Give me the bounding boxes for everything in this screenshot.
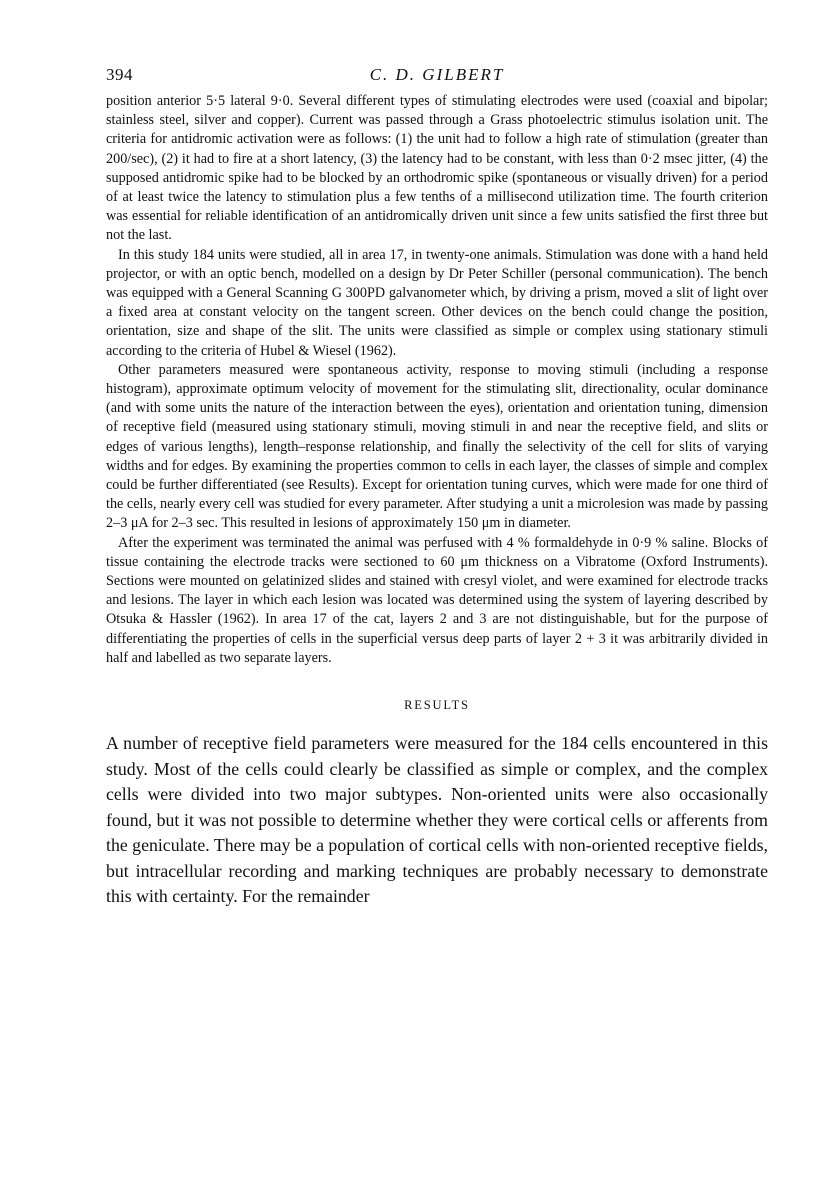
methods-paragraph: In this study 184 units were studied, all in area 17, in twenty-one animals. Stimulation was done with a hand held projector, or with an optic bench, modelled on a design by Dr Peter Schiller (personal communication). The bench was equipped with a General Scanning G 300PD galvanometer which, by driving a prism, moved a slit of light over a fixed area at constant velocity on the tangent screen. Other devices on the bench could change the position, orientation, size and shape of the slit. The units were classified as simple or complex using stationary stimuli according to the criteria of Hubel & Wiesel (1962). bbox=[106, 246, 768, 359]
methods-paragraph: After the experiment was terminated the animal was perfused with 4 % formaldehyde in 0·9 % saline. Blocks of tissue containing the electrode tracks were sectioned to 60 μm thickness on a Vibratome (Oxford Instruments). Sections were mounted on gelatinized slides and stained with cresyl violet, and were examined for electrode tracks and lesions. The layer in which each lesion was located was determined using the system of layering described by Otsuka & Hassler (1962). In area 17 of the cat, layers 2 and 3 are not distinguishable, but for the purpose of differentiating the properties of cells in the superficial versus deep parts of layer 2 + 3 it was arbitrarily divided in half and labelled as two separate layers. bbox=[106, 534, 768, 666]
methods-paragraph: position anterior 5·5 lateral 9·0. Several different types of stimulating electrodes were used (coaxial and bipolar; stainless steel, silver and copper). Current was passed through a Grass photoelectric stimulus isolation unit. The criteria for antidromic activation were as follows: (1) the unit had to follow a high rate of stimulation (greater than 200/sec), (2) it had to fire at a short latency, (3) the latency had to be constant, with less than 0·2 msec jitter, (4) the supposed antidromic spike had to be blocked by an orthodromic spike (spontaneous or visually driven) for a period of at least twice the latency to stimulation plus a few tenths of a millisecond utilization time. The fourth criterion was essential for reliable identification of an antidromically driven unit since a few units satisfied the first three but not the last. bbox=[106, 93, 768, 244]
results-text bbox=[106, 731, 768, 910]
running-head bbox=[106, 62, 768, 88]
page bbox=[106, 62, 768, 910]
methods-paragraph: Other parameters measured were spontaneous activity, response to moving stimuli (including a response histogram), approximate optimum velocity of movement for the stimulating slit, directionality, ocular dominance (and with some units the nature of the interaction between the eyes), orientation and orientation tuning, dimension of receptive field (measured using stationary stimuli, moving stimuli in and near the receptive field, and slits or edges of various lengths), length–response relationship, and finally the selectivity of the cell for slits of varying widths and for edges. By examining the properties common to cells in each layer, the classes of simple and complex could be further differentiated (see Results). Except for orientation tuning curves, which were made for one third of the cells, nearly every cell was studied for every parameter. After studying a unit a microlesion was made by passing 2–3 μA for 2–3 sec. This resulted in lesions of approximately 150 μm in diameter. bbox=[106, 361, 768, 532]
results-paragraph: A number of receptive field parameters were measured for the 184 cells encountered in this study. Most of the cells could clearly be classified as simple or complex, and the complex cells were divided into two major subtypes. Non-oriented units were also occasionally found, but it was not possible to determine whether they were cortical cells or afferents from the geniculate. There may be a population of cortical cells with non-oriented receptive fields, but intracellular recording and marking techniques are probably necessary to demonstrate this with certainty. For the remainder bbox=[106, 733, 768, 907]
results-heading: RESULTS bbox=[404, 698, 470, 713]
page-number: 394 bbox=[106, 65, 133, 84]
methods-text bbox=[106, 92, 768, 668]
running-head-author: C. D. GILBERT bbox=[369, 65, 505, 84]
